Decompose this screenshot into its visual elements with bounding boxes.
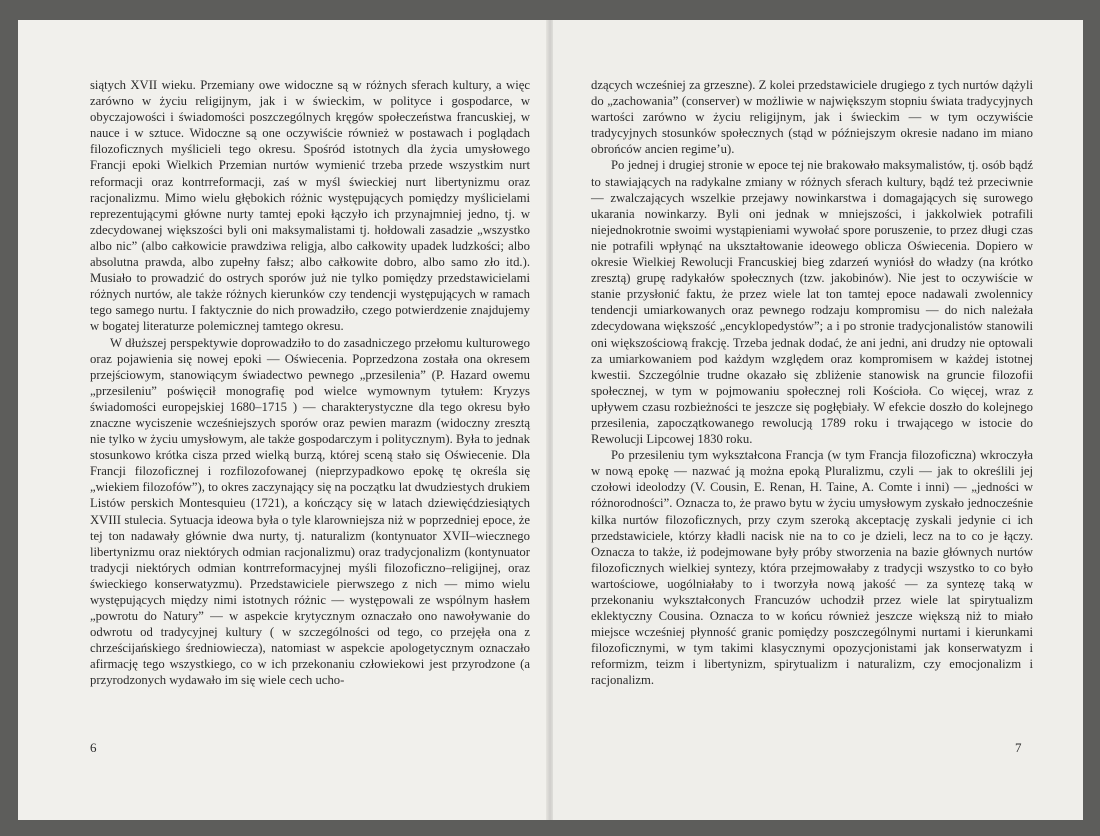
- right-page: [553, 20, 1083, 820]
- right-page-text: [591, 77, 1033, 689]
- paragraph: Po jednej i drugiej stronie w epoce tej nie brakowało maksymalistów, tj. osób bądź to stawiających na radykalne zmiany w różnych sferach kultury, bądź też przeciwnie — zwalczających wszelkie przejawy nowinkarstwa i domagających się surowego ukarania nowinkarzy. Byli oni jednak w mniejszości, i jakkolwiek potrafili niejednokrotnie swoimi wystąpieniami wywołać spore poruszenie, to przez długi czas nie potrafili wpłynąć na ukształtowanie ideowego oblicza Oświecenia. Dopiero w okresie Wielkiej Rewolucji Francuskiej bieg zdarzeń wyniósł do władzy (na krótko zresztą) grupę radykałów społecznych (tzw. jakobinów). Nie jest to oczywiście w stanie przysłonić faktu, że przez wiele lat ton tamtej epoce nadawali zwolennicy tendencji umiarkowanych oraz pewnego rodzaju kompromisu — do nich należała zdecydowana większość „encyklopedystów”; a i po stronie tradycjonalistów stanowili oni większościową frakcję. Trzeba jednak dodać, że ani jedni, ani drudzy nie optowali za umiarkowaniem pod każdym względem oraz kompromisem w każdej istotnej kwestii. Szczególnie trudne okazało się zbliżenie stanowisk na gruncie filozofii społecznej, w tym w pojmowaniu społecznej roli Kościoła. Co więcej, wraz z upływem czasu rozbieżności te jeszcze się pogłębiały. W efekcie doszło do kolejnego przesilenia, zapoczątkowanego rewolucją 1789 roku i trwającego w istocie do Rewolucji Lipcowej 1830 roku.: [591, 158, 1033, 447]
- page-number: 6: [90, 740, 97, 755]
- paragraph: W dłuższej perspektywie doprowadziło to do zasadniczego przełomu kulturowego oraz pojawienia się nowej epoki — Oświecenia. Poprzedzona została ona okresem przejściowym, stanowiącym świadectwo pewnego „przesilenia” (P. Hazard owemu „przesileniu” poświęcił monografię pod wielce wymownym tytułem: Kryzys świadomości europejskiej 1680–1715 ) — charakterystyczne dla tego okresu było znaczne wyciszenie wcześniejszych sporów oraz pewien marazm (widoczny zresztą nie tylko w życiu umysłowym, ale także gospodarczym i politycznym). Była to jednak stosunkowo krótka cisza przed wielką burzą, której sceną stało się Oświecenie. Dla Francji filozoficznej i rozfilozofowanej (nieprzypadkowo epokę tę określa się „wiekiem filozofów”), to okres zaczynający się na początku lat dwudziestych drukiem Listów perskich Montesquieu (1721), a kończący się w latach dziewięćdziesiątych XVIII stulecia. Sytuacja ideowa była o tyle klarowniejsza niż w poprzedniej epoce, że tej ton nadawały głównie dwa nurty, tj. naturalizm (kontynuator XVII–wiecznego libertynizmu oraz niektórych odmian racjonalizmu) oraz tradycjonalizm (kontynuator tradycji niektórych odmian kontrreformacyjnej myśli filozoficzno–religijnej, oraz świeckiego konserwatyzmu). Przedstawiciele pierwszego z nich — mimo wielu występujących między nimi istotnych różnic — występowali ze wspólnym hasłem „powrotu do Natury” — w aspekcie krytycznym oznaczało ono nawoływanie do odwrotu od tradycyjnej kultury ( w szczególności od tego, co przejęła ona z chrześcijańskiego średniowiecza), natomiast w aspekcie apologetycznym oznaczało afirmację tego wszystkiego, co w ich przekonaniu człowiekowi jest przyrodzone (a przyrodzonych wydawało im się wiele cech ucho-: [90, 335, 530, 688]
- page-number: 7: [1015, 740, 1022, 755]
- left-page: [18, 20, 549, 820]
- paragraph: Po przesileniu tym wykształcona Francja (w tym Francja filozoficzna) wkroczyła w nową epokę — nazwać ją można epoką Pluralizmu, czyli — jak to określili jej czołowi ideolodzy (V. Cousin, E. Renan, H. Taine, A. Comte i inni) — „jedności w różnorodności”. Oznacza to, że prawo bytu w życiu umysłowym zyskało jednocześnie kilka nurtów filozoficznych, przy czym szeroką akceptację zyskali jedynie ci ich przedstawiciele, którzy kładli nacisk nie na to co je dzieli, lecz na to co je łączy. Oznacza to także, iż podejmowane były próby stworzenia na bazie głównych nurtów filozoficznych wielkiej syntezy, która przejmowałaby z tradycji wszystko to co było wartościowe, uogólniałaby to i tworzyła nową jakość — za syntezę taką w przekonaniu wykształconych Francuzów uchodził przez wiele lat spirytualizm eklektyczny Cousina. Oznacza to w końcu również jeszcze większą niż to miało miejsce wcześniej płynność granic pomiędzy poszczególnymi nurtami i kierunkami filozoficznymi, w tym takimi klasycznymi opozycjonistami jak konserwatyzm i reformizm, teizm i libertynizm, spirytualizm i naturalizm, czy emocjonalizm i racjonalizm.: [591, 448, 1033, 688]
- paragraph: siątych XVII wieku. Przemiany owe widoczne są w różnych sferach kultury, a więc zarówno w życiu religijnym, jak i w świeckim, w polityce i gospodarce, w obyczajowości i świadomości poszczególnych kręgów społeczeństwa francuskiej, w nauce i w sztuce. Widoczne są one oczywiście również w postawach i poglądach filozoficznych myślicieli tego okresu. Spośród istotnych dla życia umysłowego Francji epoki Wielkich Przemian nurtów wymienić trzeba przede wszystkim nurt reformacji oraz kontrreformacji, zaś w myśl świeckiej nurt libertynizmu oraz racjonalizmu. Mimo wielu głębokich różnic występujących pomiędzy myślicielami reprezentującymi główne nurty tamtej epoki łączyło ich przynajmniej jedno, tj. w zdecydowanej większości byli oni maksymalistami tj. hołdowali zasadzie „wszystko albo nic” (albo całkowicie prawdziwa religja, albo całkowity upadek ludzkości; albo absolutna prawda, albo zupełny fałsz; albo całkowite dobro, albo samo zło itd.). Musiało to prowadzić do ostrych sporów już nie tylko pomiędzy przedstawicielami różnych nurtów, ale także różnych kierunków czy tendencji występujących w ramach tego samego nurtu. I faktycznie do nich prowadziło, czego potwierdzenie znajdujemy w bogatej literaturze polemicznej tamtego okresu.: [90, 78, 530, 334]
- paragraph: dzących wcześniej za grzeszne). Z kolei przedstawiciele drugiego z tych nurtów dążyli do „zachowania” (conserver) w możliwie w największym stopniu świata tradycyjnych wartości zarówno w życiu religijnym, jak i świeckim — w tym oczywiście tradycyjnych stosunków społecznych (stąd w późniejszym okresie nadano im miano obrońców ancien regime’u).: [591, 78, 1033, 157]
- left-page-text: [90, 77, 530, 689]
